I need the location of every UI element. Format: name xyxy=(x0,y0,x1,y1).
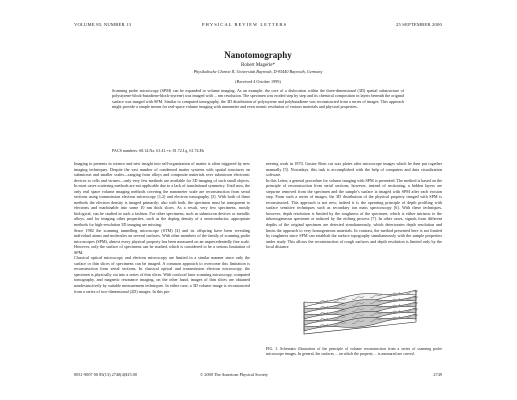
received-date: (Received 4 October 1999) xyxy=(235,79,281,84)
layered-block-illustration xyxy=(266,284,442,346)
body-column-left: Imaging to presents in science and new insight into self-organization of matter is often triggered by new imaging techniques. Despite the vast number of condensed matter systems with spatial structures on submicron and smaller scales—ranging from alloys and composite materials over submicron electronic devices to cells and viruses—only very few methods are available for 3D imaging of such small objects. In most cases scattering methods are not applicable due to a lack of translational symmetry. Until now, the only real space volume imaging methods covering the nanometer scale are reconstruction from serial sections using transmission electron microscopy [1,2] and electron tomography [3]. With both of these methods the electron density is imaged primarily; also with both, the specimen must be transparent to electrons and machinable into some 10 nm thick slices. As a result, very few specimens, mostly biological, can be studied in such a fashion. For other specimens, such as submicron devices or metallic alloys, and for imaging other properties, such as the doping density of a semiconductor, appropriate methods for high-resolution 3D imaging are missing. Since 1982 the scanning tunnelling microscope (STM) [4] and its offspring have been revealing individual atoms and molecules on several surfaces. With other members of the family of scanning probe microscopes (SPM), almost every physical property has been measured on an unprecedentedly fine scale. However, only the surface of specimens can be studied, which is considered to be a serious limitation of SPM. Classical optical microscopy and electron microscopy are limited in a similar manner since only the surface or thin slices of specimens can be imaged. A common approach to overcome this limitation is reconstruction from serial sections. In classical optical and transmission electron microscopy, the specimen is physically cut into a series of thin slices. With confocal laser scanning microscopy, computed tomography, and magnetic resonance imaging, on the other hand, images of thin slices are obtained nondestructively by suitable measurement techniques. In either case, a 3D volume image is reconstructed from a series of two-dimensional (2D) images. In this pio- xyxy=(74,161,250,294)
issue-date: 25 SEPTEMBER 2000 xyxy=(395,22,442,27)
figure-1 xyxy=(266,284,442,346)
journal-name: PHYSICAL REVIEW LETTERS xyxy=(202,22,288,27)
author-name: Robert Magerle* xyxy=(240,63,276,68)
author-affiliation: Physikalische Chemie II, Universität Bayreuth, D-95440 Bayreuth, Germany xyxy=(193,69,323,74)
volume-label: VOLUME 85, NUMBER 13 xyxy=(74,22,132,27)
issn-line: 0031-9007 00 85(13) 2740(4)$15.00 xyxy=(74,372,138,377)
running-header xyxy=(74,22,442,30)
journal-page xyxy=(74,22,442,382)
abstract: Scanning probe microscopy (SPM) can be expanded to volume imaging. As an example, the core of a dislocation within the three-dimensional (3D) spatial substructure of polystyrene-block-butadiene-block-styrene) was imaged with ... nm resolution. The specimen was eroded step by step and its chemical composition in layers beneath the original surface was imaged with SPM. Similar to computed tomography, the 3D distribution of polystyrene and polybutadiene was reconstructed from a series of images. This approach might provide a simple means for real-space volume imaging with nanometer and even atomic resolution of various materials and physical properties. xyxy=(112,88,404,110)
figure-caption: FIG. 1. Schematic illustration of the principle of volume reconstruction from a series of scanning probe microscope images. In general, the surfaces ... on which the property ... is measured are curved. xyxy=(266,347,442,356)
article-title: Nanotomography xyxy=(224,50,292,60)
pacs-numbers: PACS numbers: 68.14.Nz, 61.41.+e, 81.72.I.q, 61.74.Eh xyxy=(112,148,205,153)
body-column-right: neering work in 1870, Gustav Born cut wax plates after microscope images which he then put together manually [5]. Nowadays, this task is accomplished with the help of computers and data visualization software. In this Letter, a general procedure for volume imaging with SPM is presented. The method is based on the principle of reconstruction from serial sections; however, instead of sectioning, a hidden layers are stepwise removed from the specimen and the sample's surface is imaged with SPM after each erosion step. From such a series of images, the 3D distribution of the physical property imaged with SPM is reconstructed. This approach is not new; indeed it is the operating principle of depth profiling with surface sensitive techniques such as secondary ion mass spectroscopy [6]. With these techniques, however, depth resolution is limited by the roughness of the specimen, which is either intrinsic to the inhomogeneous specimen or induced by the etching process [7]. In other cases, signals from different depths of the original specimen are detected simultaneously, which deteriorates depth resolution and limits the approach to very homogeneous materials. In contrast, the method presented here is not limited by roughness since SPM can establish the surface topography simultaneously with the sample properties under study. This allows the reconstruction of rough surfaces and depth resolution is limited only by the local distance xyxy=(266,161,442,250)
page-number: 2749 xyxy=(433,372,442,377)
copyright-line: © 2000 The American Physical Society xyxy=(200,372,268,377)
